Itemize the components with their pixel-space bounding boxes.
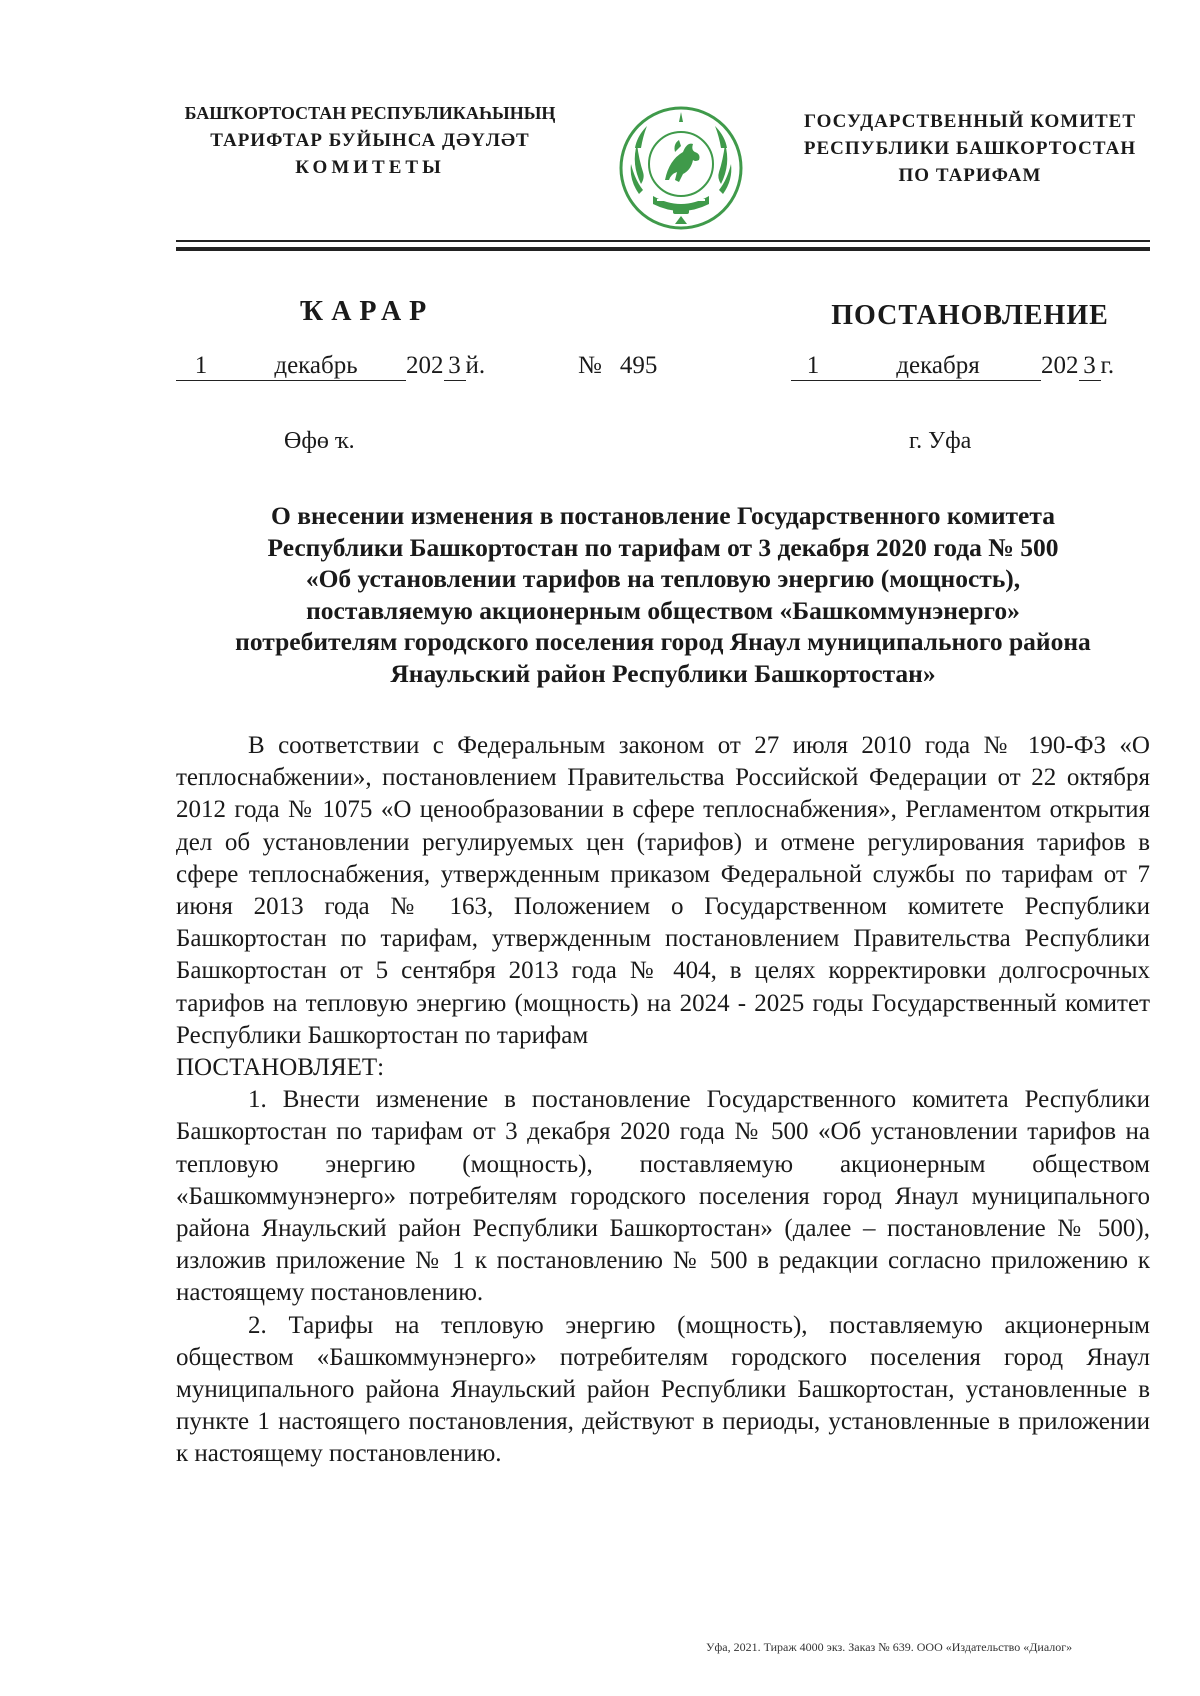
title-line: Янаульский район Республики Башкортостан» xyxy=(390,658,936,688)
header-right-line-2: РЕСПУБЛИКИ БАШКОРТОСТАН xyxy=(803,138,1137,159)
date-russian xyxy=(791,352,1114,381)
city-bashkir: Өфө ҡ. xyxy=(284,428,355,454)
date-left-suffix: й. xyxy=(465,352,486,379)
decree-word: ПОСТАНОВЛЯЕТ: xyxy=(176,1054,385,1082)
header-right-line-3: ПО ТАРИФАМ xyxy=(898,165,1042,186)
document-number xyxy=(578,352,657,380)
date-right-year-prefix: 202 xyxy=(1041,352,1079,379)
date-bashkir xyxy=(176,352,485,381)
header-left-line-2: ТАРИФТАР БУЙЫНСА ДӘҮЛӘТ xyxy=(210,130,530,151)
date-left-day: 1 xyxy=(176,352,226,381)
city-russian: г. Уфа xyxy=(909,428,972,454)
date-right-suffix: г. xyxy=(1100,352,1115,379)
date-left-year-digit: 3 xyxy=(444,352,466,381)
date-left-month: декабрь xyxy=(226,352,406,381)
item-1-paragraph: 1. Внести изменение в постановление Государственного комитета Республики Башкортостан по тарифам от 3 декабря 2020 года № 500 «Об установлении тарифов на тепловую энергию (мощность), поставляемую акционерным обществом «Башкоммунэнерго» потребителям городского поселения город Янаул муниципального района Янаульский район Республики Башкортостан» (далее – постановление № 500), изложив приложение № 1 к постановлению № 500 в редакции согласно приложению к настоящему постановлению. xyxy=(176,1086,1150,1307)
header-left-line-1: БАШҠОРТОСТАН РЕСПУБЛИКАҺЫНЫҢ xyxy=(184,103,556,123)
header-divider-thin xyxy=(176,240,1150,242)
preamble-paragraph: В соответствии с Федеральным законом от 27 июля 2010 года № 190-ФЗ «О теплоснабжении», постановлением Правительства Российской Федерации от 22 октября 2012 года № 1075 «О ценообразовании в сфере теплоснабжения», Регламентом открытия дел об установлении регулируемых цен (тарифов) и отмене регулирования тарифов в сфере теплоснабжения, утвержденным приказом Федеральной службы по тарифам от 7 июня 2013 года № 163, Положением о Государственном комитете Республики Башкортостан по тарифам, утвержденным постановлением Правительства Республики Башкортостан от 5 сентября 2013 года № 404, в целях корректировки долгосрочных тарифов на тепловую энергию (мощность) на 2024 - 2025 годы Государственный комитет Республики Башкортостан по тарифам xyxy=(176,732,1150,1049)
date-right-month: декабря xyxy=(835,352,1041,381)
title-line: О внесении изменения в постановление Государственного комитета xyxy=(271,501,1055,530)
title-line: Республики Башкортостан по тарифам от 3 декабря 2020 года № 500 xyxy=(267,532,1059,562)
date-right-year-digit: 3 xyxy=(1079,352,1101,381)
coat-of-arms-icon xyxy=(617,104,745,232)
printer-imprint: Уфа, 2021. Тираж 4000 экз. Заказ № 639. ООО «Издательство «Диалог» xyxy=(706,1640,1073,1654)
header-right-line-1: ГОСУДАРСТВЕННЫЙ КОМИТЕТ xyxy=(803,111,1137,132)
title-line: поставляемую акционерным обществом «Башкоммунэнерго» xyxy=(306,595,1020,625)
doc-type-russian: ПОСТАНОВЛЕНИЕ xyxy=(831,300,1109,331)
date-right-day: 1 xyxy=(791,352,835,381)
header-right-russian xyxy=(760,108,1180,189)
number-value: 495 xyxy=(619,352,658,379)
date-left-year-prefix: 202 xyxy=(406,352,444,379)
number-sign: № xyxy=(578,352,602,379)
title-line: «Об установлении тарифов на тепловую энергию (мощность), xyxy=(305,564,1021,593)
header-left-bashkir xyxy=(150,100,590,181)
document-title xyxy=(176,500,1150,689)
header-left-line-3: КОМИТЕТЫ xyxy=(295,157,445,178)
item-2-paragraph: 2. Тарифы на тепловую энергию (мощность), поставляемую акционерным обществом «Башкоммунэнерго» потребителям городского поселения город Янаул муниципального района Янаульский район Республики Башкортостан, установленные в пункте 1 настоящего постановления, действуют в периоды, установленные в приложении к настоящему постановлению. xyxy=(176,1311,1150,1468)
title-line: потребителям городского поселения город Янаул муниципального района xyxy=(235,627,1091,656)
doc-type-bashkir: ҠАРАР xyxy=(300,296,435,327)
document-body xyxy=(176,730,1150,1471)
header-divider-thick xyxy=(176,247,1150,251)
